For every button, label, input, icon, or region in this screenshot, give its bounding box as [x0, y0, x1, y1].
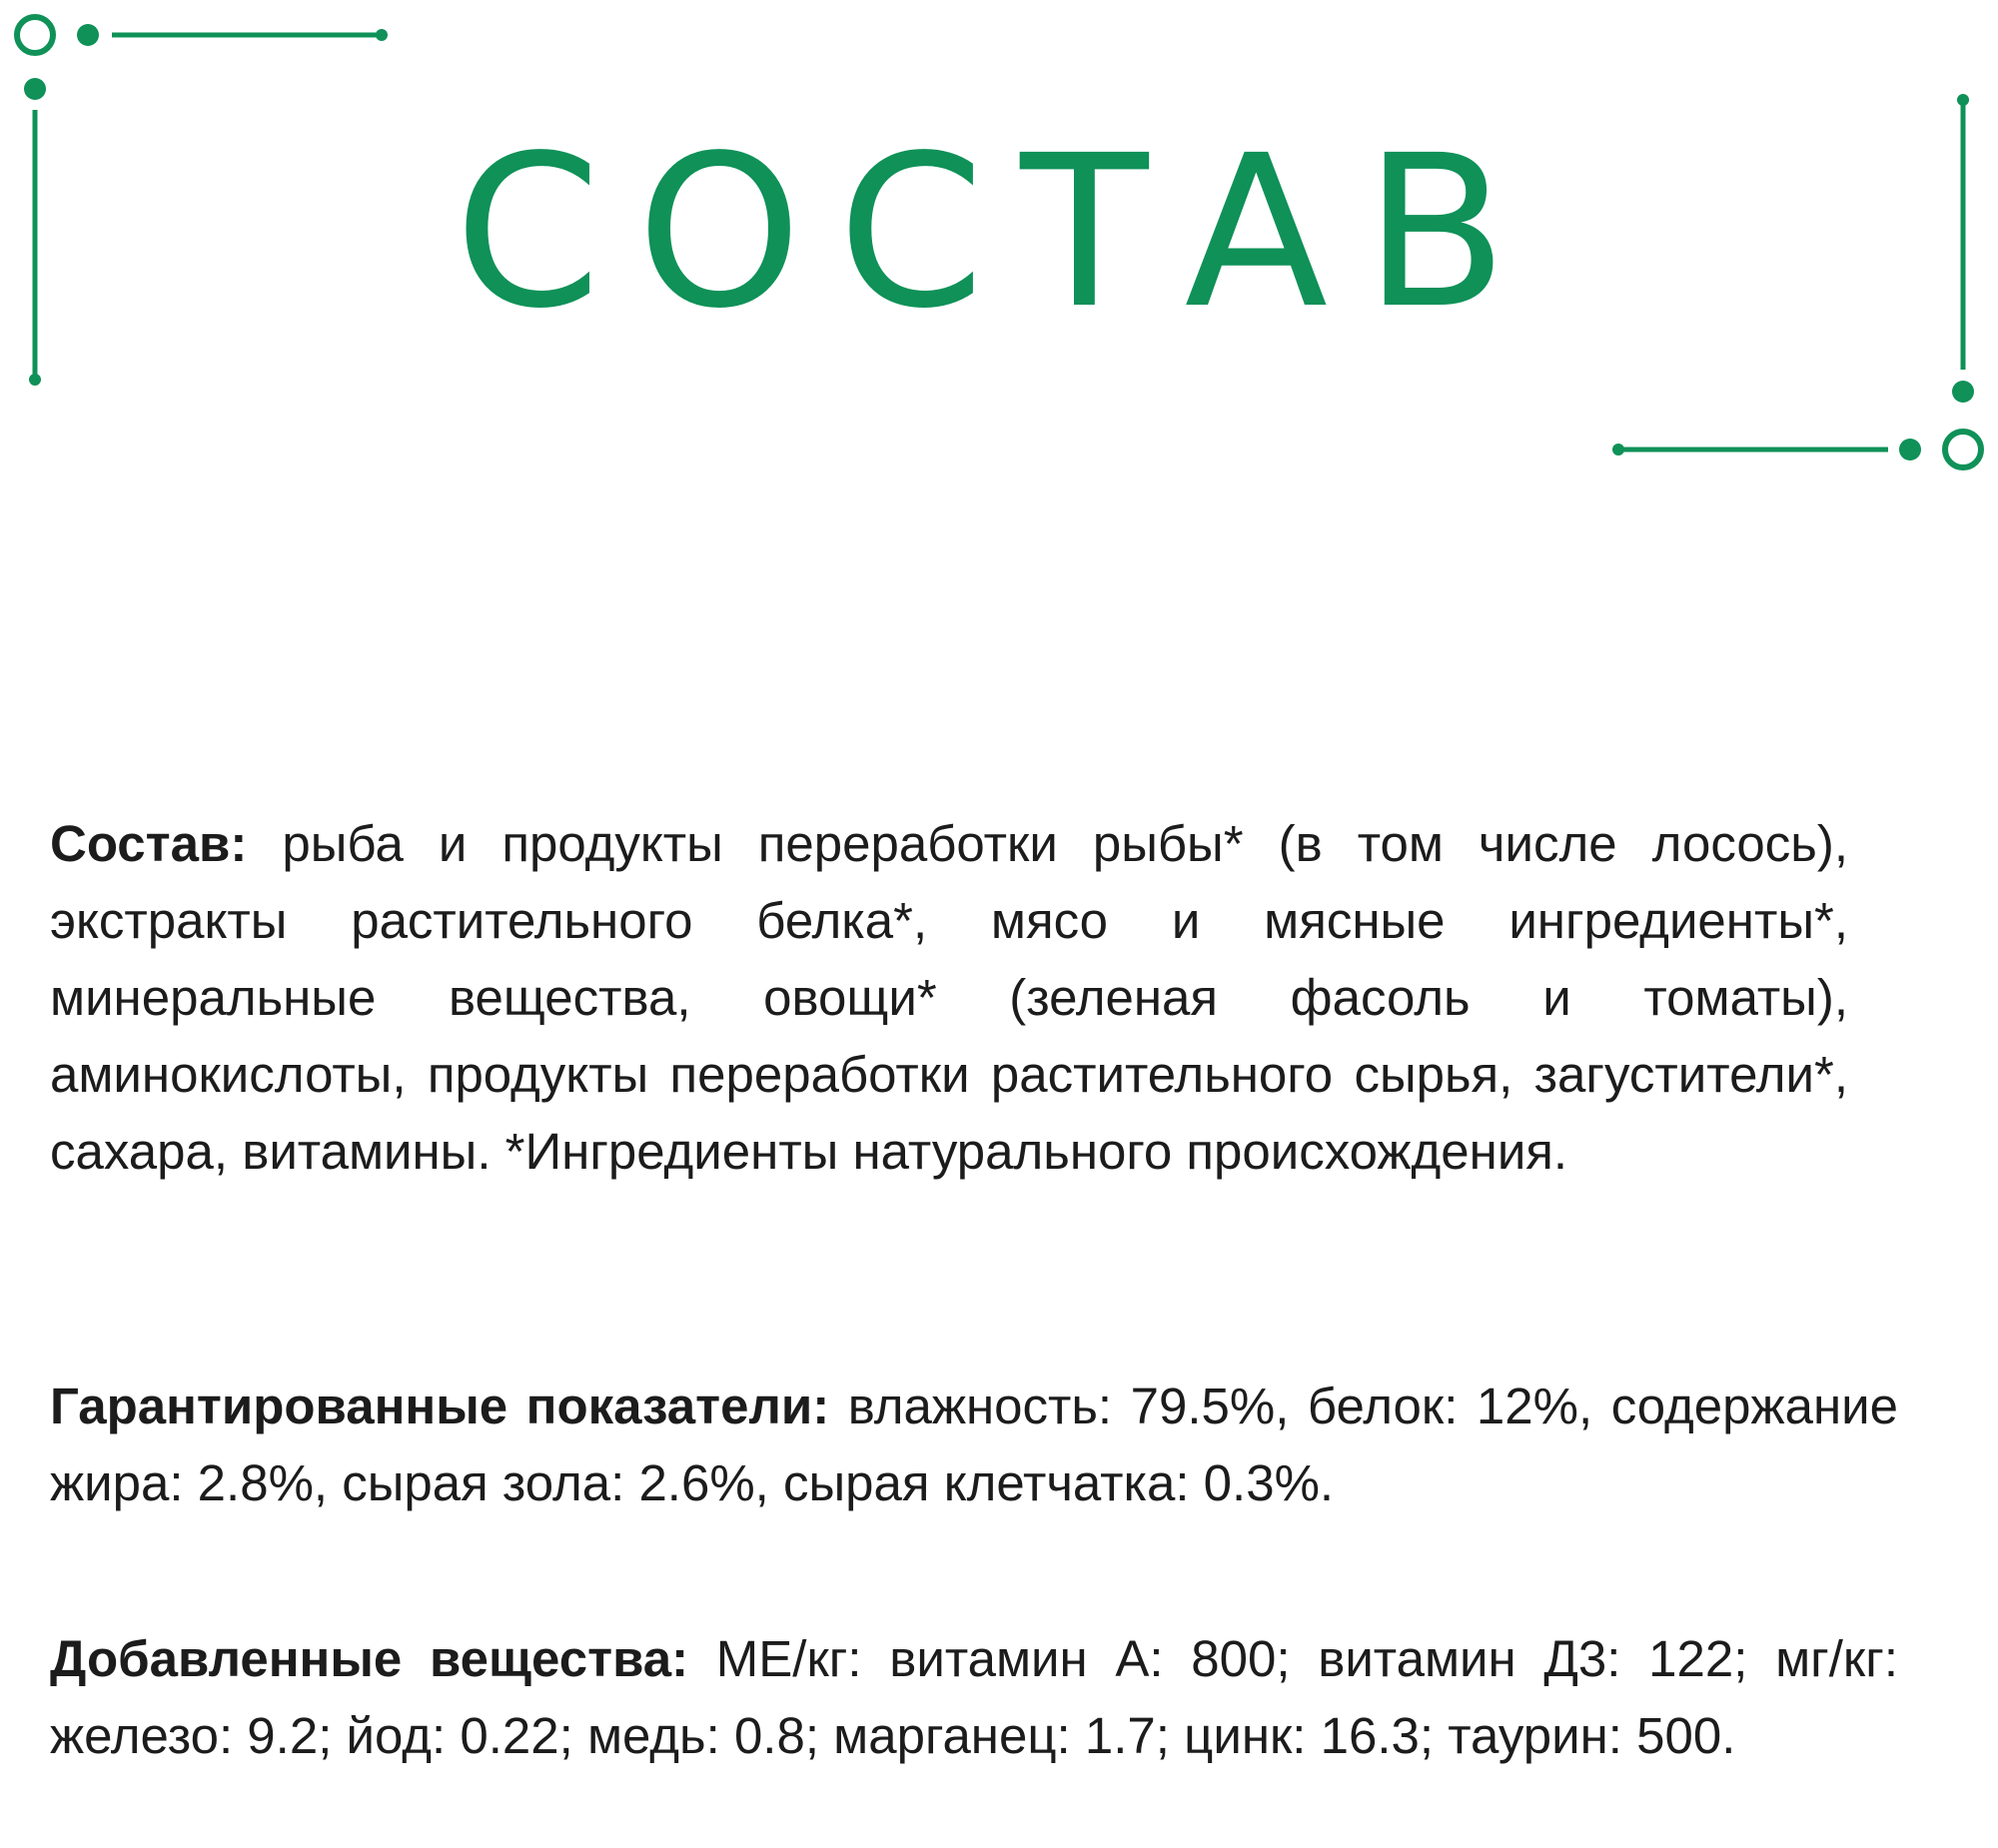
frame-ring: [17, 17, 53, 53]
frame-dot: [1957, 94, 1969, 106]
additives-paragraph: [50, 1620, 1898, 1774]
frame-dot: [1612, 444, 1624, 456]
additives-label: Добавленные вещества:: [50, 1630, 689, 1687]
additives-text: МЕ/кг: витамин А: 800; витамин Д3: 122; мг/кг: железо: 9.2; йод: 0.22; медь: 0.8; марганец: 1.7; цинк: 16.3; таурин: 500.: [50, 1630, 1899, 1764]
composition-paragraph: [50, 805, 1848, 1190]
page-title: СОСТАВ: [454, 110, 1544, 355]
composition-text: рыба и продукты переработки рыбы* (в том числе лосось), экстракты растительного белка*, мясо и мясные ингредиенты*, минеральные вещества, овощи* (зеленая фасоль и томаты), аминокислоты, продукты переработки растительного сырья, загустители*, сахара, витамины. *Ингредиенты натурального происхождения.: [50, 815, 1848, 1180]
frame-ring: [1945, 432, 1981, 467]
guaranteed-label: Гарантированные показатели:: [50, 1378, 830, 1434]
frame-dot: [1952, 381, 1974, 403]
frame-dot: [1899, 439, 1921, 461]
frame-dot: [24, 78, 46, 100]
frame-dot: [29, 374, 41, 386]
composition-label: Состав:: [50, 815, 248, 872]
guaranteed-paragraph: [50, 1368, 1898, 1521]
frame-dot: [376, 29, 388, 41]
guaranteed-text: влажность: 79.5%, белок: 12%, содержание жира: 2.8%, сырая зола: 2.6%, сырая клетчатка: 0.3%.: [50, 1378, 1898, 1511]
frame-dot: [77, 24, 99, 46]
